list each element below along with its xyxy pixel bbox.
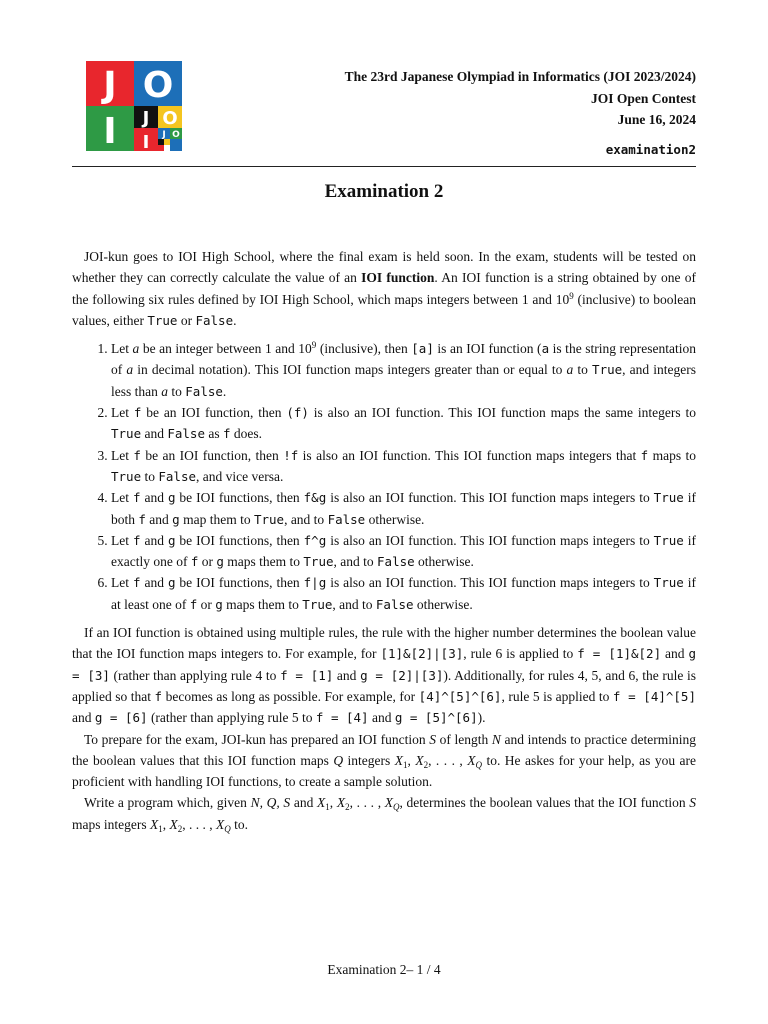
logo-letter-o-small: O: [162, 108, 178, 129]
logo-letter-i: I: [103, 111, 117, 151]
joi-logo: [86, 61, 182, 151]
rule-1: 1. Let a be an integer between 1 and $10^9$ (inclusive), then [a] is an IOI function (a is the string representation of a in decimal notation). This IOI function maps integers greater than or equal to a to True, and integers less than a to False.: [111, 338, 696, 402]
logo-letter-j: J: [103, 65, 117, 106]
page-footer: Examination 2– 1 / 4: [327, 962, 441, 977]
logo-letter-j-tiny: J: [162, 130, 166, 140]
rule-4: 4. Let f and g be IOI functions, then f&g is also an IOI function. This IOI function maps integers to True if both f and g map them to True, and to False otherwise.: [111, 487, 696, 530]
precedence-paragraph: If an IOI function is obtained using multiple rules, the rule with the higher number determines the boolean value that the IOI function maps integers to. For example, for [1]&[2]|[3], rule 6 is applied to f = [1]&[2] and g = [3] (rather than applying rule 4 to f = [1] and g = [2]|[3]). Additionally, for rules 4, 5, and 6, the rule is applied so that f becomes as long as possible. For example, for [4]^[5]^[6], rule 5 is applied to f = [4]^[5] and g = [6] (rather than applying rule 5 to f = [4] and g = [5]^[6]).: [72, 625, 696, 726]
problem-statement: [72, 246, 696, 835]
logo-letter-o: O: [142, 65, 174, 106]
logo-letter-j-small: J: [142, 108, 150, 129]
task-code: examination2: [605, 142, 696, 157]
task-paragraph: To prepare for the exam, JOI-kun has prepared an IOI function S of length N and intends to practice determining the boolean values that this IOI function maps Q integers $X_1$, $X_2$, . . . , $X_Q$ to. He askes for your help, as you are proficient with handling IOI functions, to create a sample solution.: [72, 731, 697, 790]
header-divider: [72, 166, 696, 167]
rule-3: 3. Let f be an IOI function, then !f is also an IOI function. This IOI function maps integers that f maps to True to False, and vice versa.: [111, 445, 696, 488]
page-title: Examination 2: [324, 181, 444, 202]
contest-header: [345, 66, 696, 131]
logo-letter-i-small: I: [142, 132, 150, 151]
program-paragraph: Write a program which, given N, Q, S and $X_1$, $X_2$, . . . , $X_Q$, determines the boolean values that the IOI function S maps integers $X_1$, $X_2$, . . . , $X_Q$ to.: [72, 795, 697, 834]
logo-letter-o-tiny: O: [172, 130, 180, 140]
rule-5: 5. Let f and g be IOI functions, then f^g is also an IOI function. This IOI function maps integers to True if exactly one of f or g maps them to True, and to False otherwise.: [111, 530, 696, 573]
contest-name: JOI Open Contest: [590, 90, 696, 106]
rule-6: 6. Let f and g be IOI functions, then f|g is also an IOI function. This IOI function maps integers to True if at least one of f or g maps them to True, and to False otherwise.: [111, 572, 696, 615]
rule-2: 2. Let f be an IOI function, then (f) is also an IOI function. This IOI function maps the same integers to True and False as f does.: [111, 402, 696, 445]
intro-paragraph: JOI-kun goes to IOI High School, where the final exam is held soon. In the exam, students will be tested on whether they can correctly calculate the value of an IOI function. An IOI function is a string obtained by one of the following six rules defined by IOI High School, which maps integers between 1 and $10^9$ (inclusive) to boolean values, either True or False.: [72, 249, 697, 328]
olympiad-name: The 23rd Japanese Olympiad in Informatics (JOI 2023/2024): [344, 69, 696, 84]
contest-date: June 16, 2024: [617, 112, 696, 127]
rules-list: [72, 338, 696, 615]
